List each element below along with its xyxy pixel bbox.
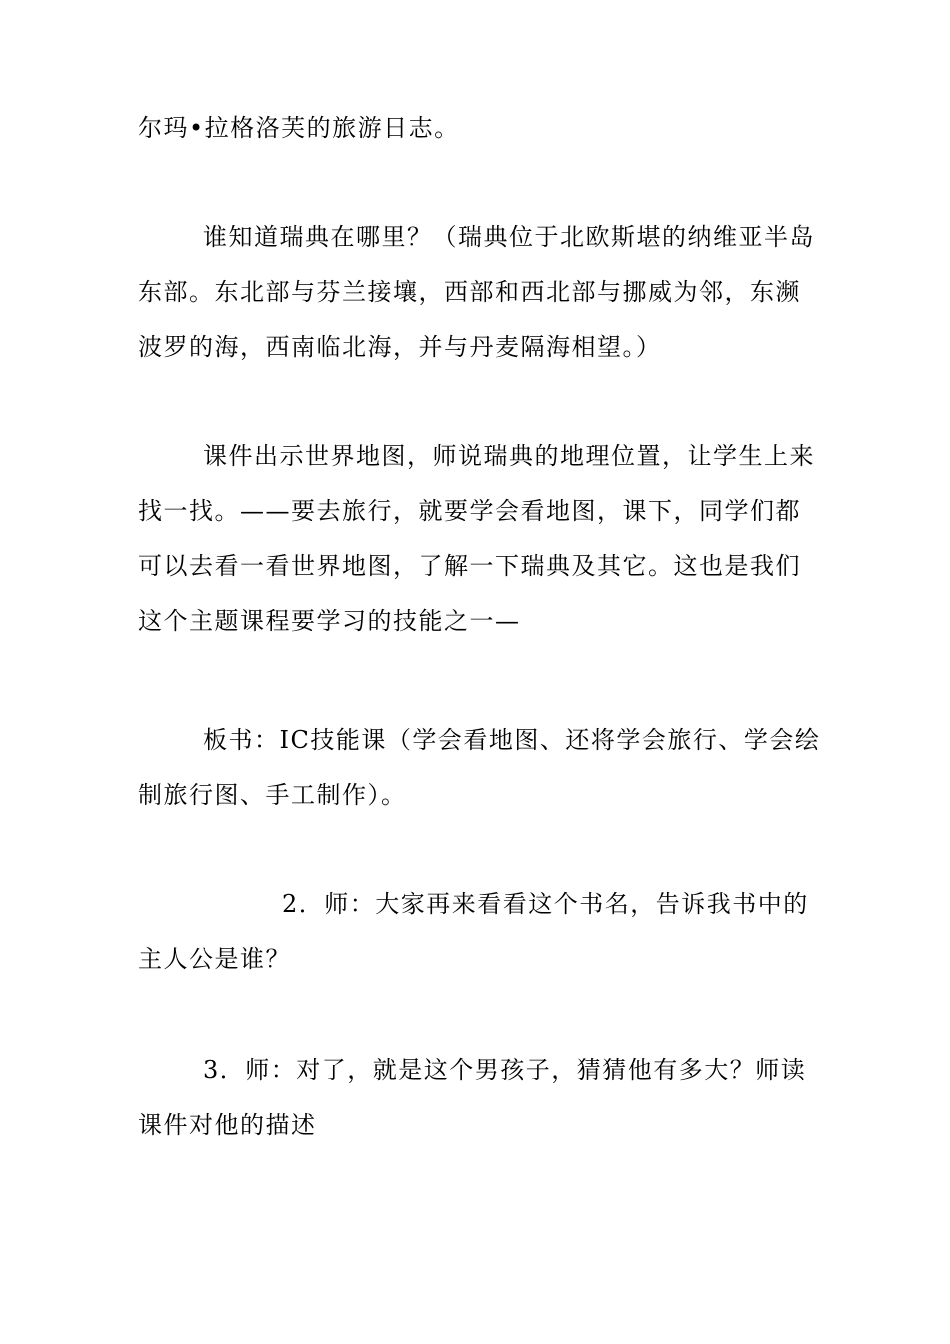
para-3-line-3: 可以去看一看世界地图，了解一下瑞典及其它。这也是我们 <box>138 552 801 580</box>
para-3-line-4: 这个主题课程要学习的技能之一— <box>138 607 521 635</box>
para-6-line-1: 3．师：对了，就是这个男孩子，猜猜他有多大？师读 <box>203 1056 807 1084</box>
para-4-line-1: 板书：IC技能课（学会看地图、还将学会旅行、学会绘 <box>203 726 821 754</box>
para-3-line-1: 课件出示世界地图，师说瑞典的地理位置，让学生上来 <box>203 442 815 470</box>
para-4-line-2: 制旅行图、手工制作）。 <box>138 781 407 809</box>
para-2-line-1: 谁知道瑞典在哪里？（瑞典位于北欧斯堪的纳维亚半岛 <box>203 223 815 251</box>
para-5-line-1: 2．师：大家再来看看这个书名，告诉我书中的 <box>282 890 809 918</box>
para-2-line-2: 东部。东北部与芬兰接壤，西部和西北部与挪威为邻，东濒 <box>138 278 801 306</box>
para-2-line-3: 波罗的海，西南临北海，并与丹麦隔海相望。） <box>138 333 662 361</box>
para-3-line-2: 找一找。——要去旅行，就要学会看地图，课下，同学们都 <box>138 497 801 525</box>
para-6-line-2: 课件对他的描述 <box>138 1111 317 1139</box>
para-5-line-2: 主人公是谁？ <box>138 945 291 973</box>
para-1-line-1: 尔玛•拉格洛芙的旅游日志。 <box>138 114 460 142</box>
